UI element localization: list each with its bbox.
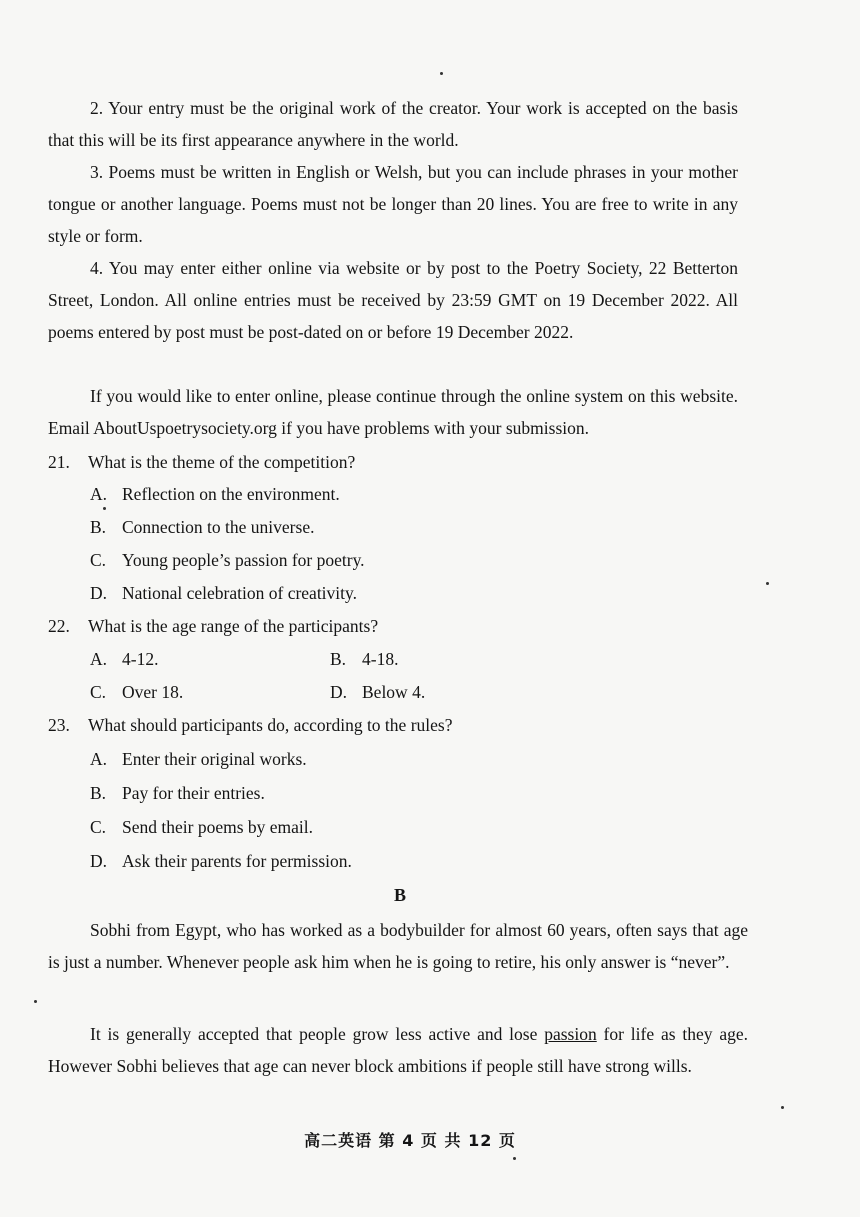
option-text: Enter their original works. [122, 749, 307, 769]
scan-speck [513, 1157, 516, 1160]
option-letter: D. [330, 682, 348, 702]
question-21 [48, 446, 355, 478]
option-text: 4-18. [362, 649, 399, 669]
online-entry-note: If you would like to enter online, please continue through the online system on this website. Email AboutUspoetrysociety.org if you have problems with your submission. [48, 386, 738, 438]
option-22d[interactable] [330, 676, 425, 708]
option-23a[interactable] [90, 743, 307, 775]
question-22 [48, 610, 378, 642]
option-text: Over 18. [122, 682, 184, 702]
question-text: What should participants do, according to the rules? [88, 715, 453, 735]
option-22c[interactable] [90, 676, 183, 708]
option-21d[interactable] [90, 577, 357, 609]
option-21b[interactable] [90, 511, 314, 543]
paragraph-text: for life as they age. However Sobhi believes that age can never block ambitions if people still have strong wills. [48, 1024, 748, 1076]
option-letter: A. [90, 749, 108, 769]
scan-speck [34, 1000, 37, 1003]
scan-speck [781, 1106, 784, 1109]
option-letter: A. [90, 649, 108, 669]
option-letter: B. [330, 649, 347, 669]
underlined-word: passion [544, 1024, 597, 1044]
question-number: 22. [48, 616, 70, 636]
option-letter: D. [90, 583, 108, 603]
passage-b-paragraph-2 [48, 1018, 748, 1082]
option-letter: D. [90, 851, 108, 871]
scan-speck [440, 72, 443, 75]
rule-4: 4. You may enter either online via website or by post to the Poetry Society, 22 Betterton Street, London. All online entries must be received by 23:59 GMT on 19 December 2022. All poems entered by post must be post-dated on or before 19 December 2022. [48, 258, 738, 342]
option-22b[interactable] [330, 643, 398, 675]
paragraph-text: It is generally accepted that people grow less active and lose [90, 1024, 545, 1044]
option-21c[interactable] [90, 544, 365, 576]
page-footer: 高二英语 第 4 页 共 12 页 [304, 1131, 516, 1150]
option-text: Connection to the universe. [122, 517, 315, 537]
passage-b-paragraph-1: Sobhi from Egypt, who has worked as a bodybuilder for almost 60 years, often says that age is just a number. Whenever people ask him when he is going to retire, his only answer is “never”. [48, 920, 748, 972]
option-text: Below 4. [362, 682, 426, 702]
rule-2: 2. Your entry must be the original work of the creator. Your work is accepted on the basis that this will be its first appearance anywhere in the world. [48, 98, 738, 150]
option-text: Ask their parents for permission. [122, 851, 352, 871]
question-number: 23. [48, 715, 70, 735]
option-text: Send their poems by email. [122, 817, 314, 837]
option-letter: C. [90, 817, 107, 837]
scan-speck [766, 582, 769, 585]
question-text: What is the age range of the participants? [88, 616, 379, 636]
option-text: Young people’s passion for poetry. [122, 550, 365, 570]
option-text: Pay for their entries. [122, 783, 265, 803]
option-letter: A. [90, 484, 108, 504]
option-text: Reflection on the environment. [122, 484, 340, 504]
option-letter: B. [90, 783, 107, 803]
question-23 [48, 709, 452, 741]
scan-speck [103, 507, 106, 510]
option-letter: C. [90, 550, 107, 570]
option-letter: C. [90, 682, 107, 702]
rule-3: 3. Poems must be written in English or Welsh, but you can include phrases in your mother tongue or another language. Poems must not be longer than 20 lines. You are free to write in any style or form. [48, 162, 738, 246]
option-23c[interactable] [90, 811, 313, 843]
option-22a[interactable] [90, 643, 158, 675]
section-heading-b: B [393, 885, 406, 905]
question-text: What is the theme of the competition? [88, 452, 356, 472]
option-text: National celebration of creativity. [122, 583, 358, 603]
question-number: 21. [48, 452, 70, 472]
option-21a[interactable] [90, 478, 340, 510]
option-text: 4-12. [122, 649, 159, 669]
option-23b[interactable] [90, 777, 265, 809]
option-23d[interactable] [90, 845, 352, 877]
option-letter: B. [90, 517, 107, 537]
